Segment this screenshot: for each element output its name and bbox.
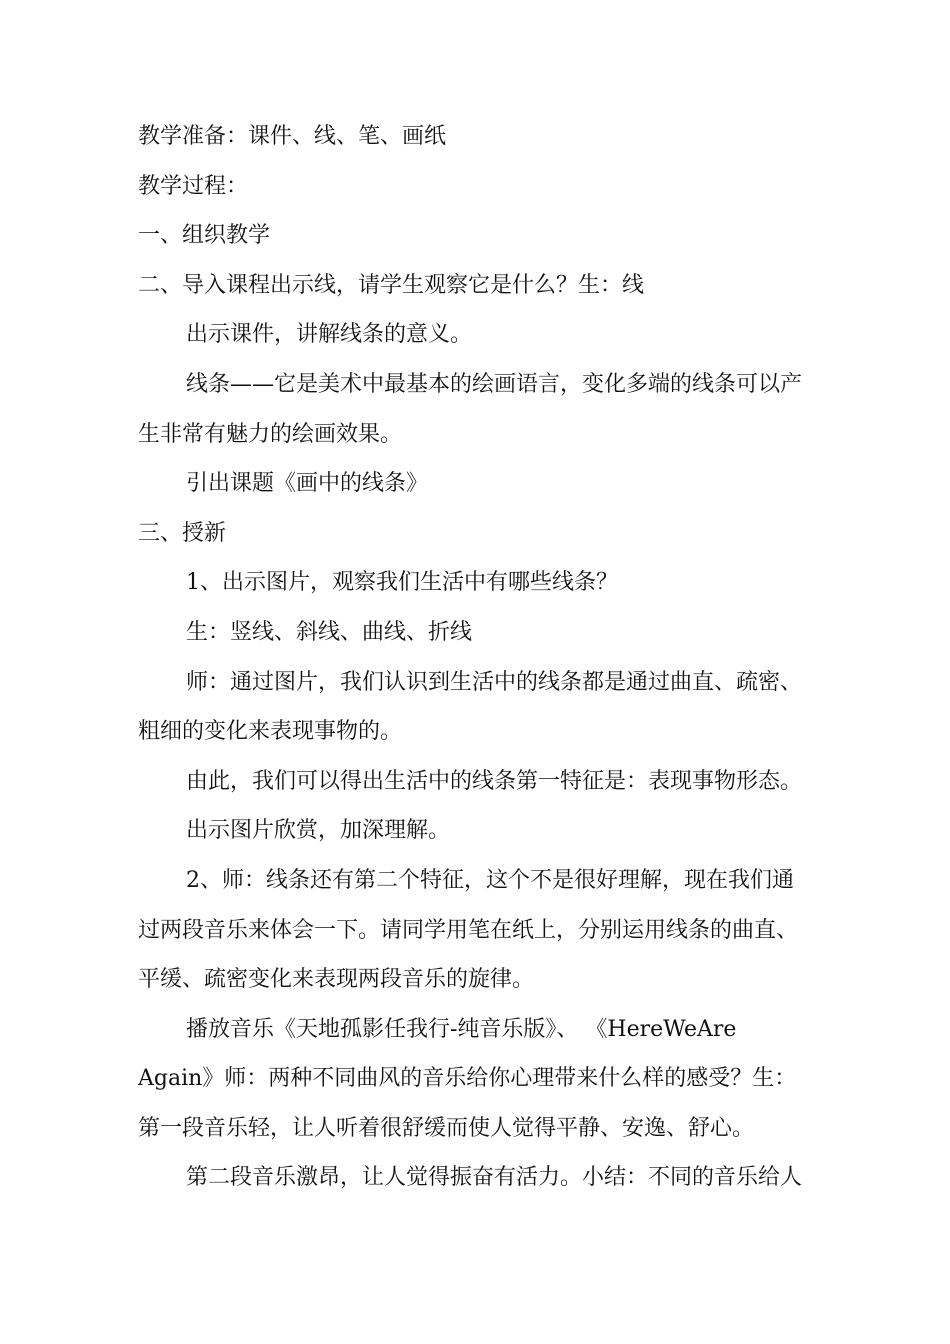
text-line: 过两段音乐来体会一下。请同学用笔在纸上，分别运用线条的曲直、 bbox=[138, 917, 799, 943]
text-line: 平缓、疏密变化来表现两段音乐的旋律。 bbox=[138, 967, 535, 993]
text-line: 教学准备：课件、线、笔、画纸 bbox=[138, 124, 447, 149]
text-line: Again》师：两种不同曲风的音乐给你心理带来什么样的感受？生： bbox=[138, 1066, 797, 1092]
text-line: 2、师：线条还有第二个特征，这个不是很好理解，现在我们通 bbox=[186, 867, 794, 893]
text-line: 生：竖线、斜线、曲线、折线 bbox=[186, 619, 473, 645]
text-line: 线条——它是美术中最基本的绘画语言，变化多端的线条可以产 bbox=[186, 371, 803, 397]
text-line: 粗细的变化来表现事物的。 bbox=[138, 719, 403, 745]
text-line: 1、出示图片，观察我们生活中有哪些线条？ bbox=[186, 570, 618, 596]
text-line: 第二段音乐激昂，让人觉得振奋有活力。小结：不同的音乐给人 bbox=[186, 1165, 803, 1191]
text-line: 教学过程： bbox=[138, 173, 249, 199]
text-line: 播放音乐《天地孤影任我行-纯音乐版》、 《HereWeAre bbox=[186, 1016, 737, 1042]
text-line: 三、授新 bbox=[138, 520, 227, 546]
text-line: 一、组织教学 bbox=[138, 223, 271, 249]
text-line: 第一段音乐轻，让人听着很舒缓而使人觉得平静、安逸、舒心。 bbox=[138, 1115, 755, 1141]
text-line: 二、导入课程出示线，请学生观察它是什么？生：线 bbox=[138, 272, 645, 298]
text-line: 引出课题《画中的线条》 bbox=[186, 471, 429, 497]
text-line: 由此，我们可以得出生活中的线条第一特征是：表现事物形态。 bbox=[186, 768, 803, 794]
text-line: 出示课件，讲解线条的意义。 bbox=[186, 322, 473, 348]
text-line: 师：通过图片，我们认识到生活中的线条都是通过曲直、疏密、 bbox=[186, 669, 803, 695]
document-body bbox=[138, 112, 818, 1203]
text-line: 生非常有魅力的绘画效果。 bbox=[138, 421, 403, 447]
text-line: 出示图片欣赏，加深理解。 bbox=[186, 818, 451, 844]
